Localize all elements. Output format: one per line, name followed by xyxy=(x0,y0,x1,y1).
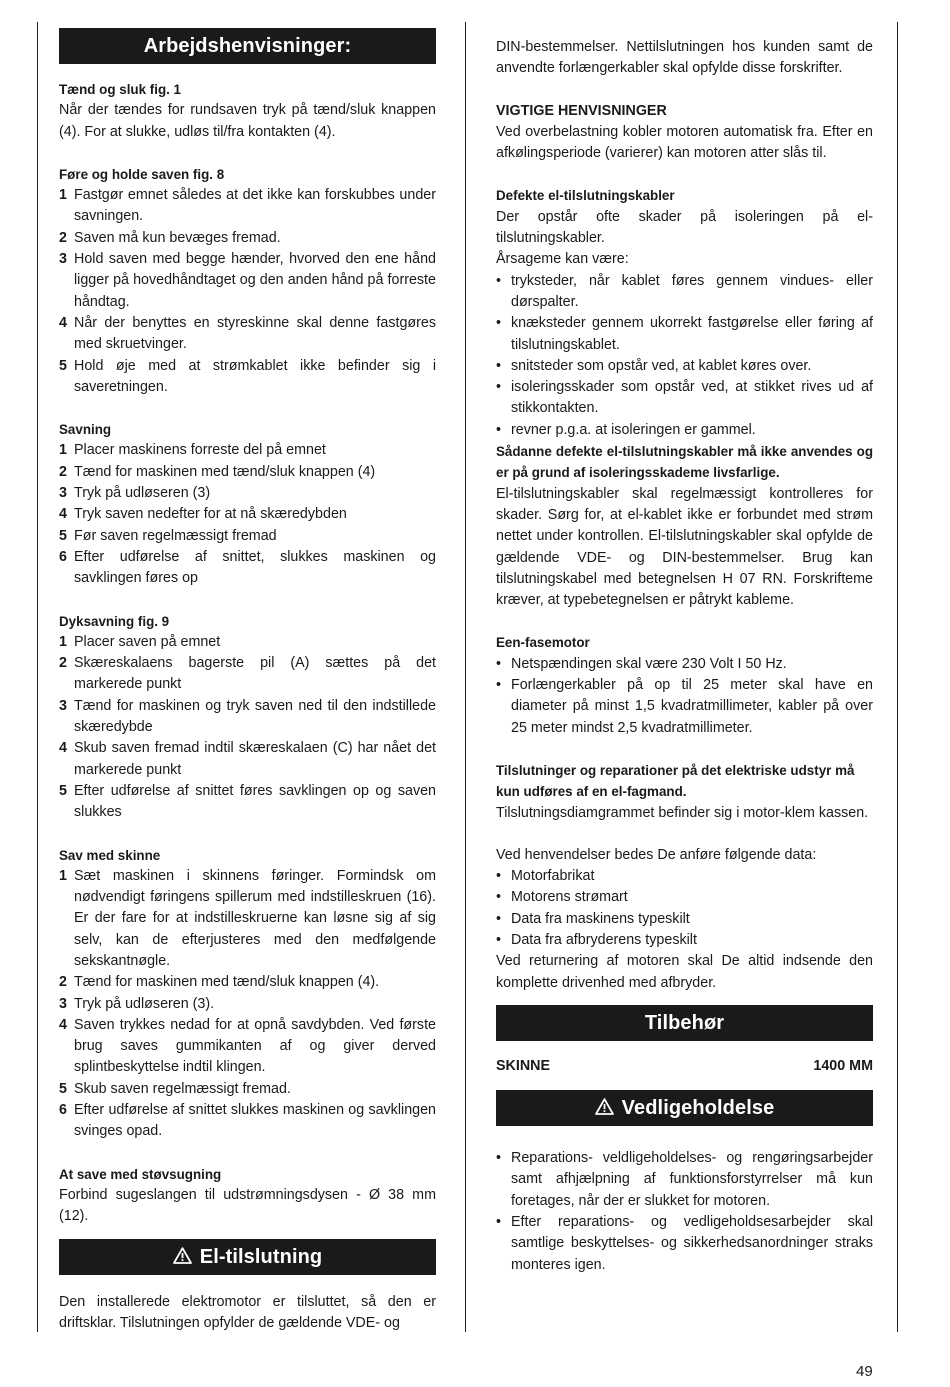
list-item: 4 Saven trykkes nedad for at opnå savdybden. Ved første brug saves gummikanten af og giver derved splintbeskyttelse indtil klingen. xyxy=(59,1016,436,1076)
list-item: • tryksteder, når kablet føres gennem vindues- eller dørspalter. xyxy=(496,272,873,310)
banner-title: Arbejdshenvisninger: xyxy=(143,35,352,57)
section-title-vigtige: VIGTIGE HENVISNINGER xyxy=(496,102,667,119)
list-item: 2 Skæreskalaens bagerste pil (A) sættes på det markerede punkt xyxy=(59,655,436,693)
section-text-arsag: Årsageme kan være: xyxy=(496,251,629,268)
list-item: • Reparations- veldligeholdelses- og rengøringsarbejder samt afhjælpning af funktionsforstyrrelser må kun foretages, når der er slukket for motoren. xyxy=(496,1150,873,1209)
accessory-value: 1400 MM xyxy=(813,1057,873,1074)
list-item: 1 Fastgør emnet således at det ikke kan forskubbes under savningen. xyxy=(59,187,436,225)
list-arsag xyxy=(496,271,873,441)
list-skinne xyxy=(59,866,436,1143)
section-title-fore: Føre og holde saven fig. 8 xyxy=(59,166,225,182)
section-title-savning: Savning xyxy=(59,422,112,438)
list-item: • knæksteder gennem ukorrekt fastgørelse eller føring af tilslutningskablet. xyxy=(496,315,873,353)
section-text-vigtige: Ved overbelastning kobler motoren automatisk fra. Efter en afkølingsperiode (varierer) kan motoren atter slås til. xyxy=(496,123,873,162)
section-text-eltilslutning: El-tilslutningskabler skal regelmæssigt kontrolleres for skader. Sørg for, at el-kablet ikke er forbundet med strøm nettet under kontrollen. El-tilslutningskabler skal opfylde de gældende VDE- og DIN-bestemmelser. Brug kan tilslutningskabel med betegnelsen H 07 RN. Forskrifteme kræver, at typebetegnelsen er påtrykt kableme. xyxy=(496,485,873,609)
page-number: 49 xyxy=(856,1363,873,1380)
list-item: 2 Saven må kun bevæges fremad. xyxy=(59,229,281,246)
list-item: • Netspændingen skal være 230 Volt I 50 Hz. xyxy=(496,655,787,672)
section-title-een-fasemotor: Een-fasemotor xyxy=(496,635,590,651)
warning-triangle-icon xyxy=(595,1091,614,1127)
list-item: • Forlængerkabler på op til 25 meter skal have en diameter på minst 1,5 kvadratmillimeter, kabler på over 25 meter mindst 2,5 kvadratmillimeter. xyxy=(496,677,873,736)
banner-title: Vedligeholdelse xyxy=(621,1097,775,1120)
list-dyksavning xyxy=(59,632,436,824)
list-item: 6 Efter udførelse af snittet slukkes maskinen og savklingen svinges opad. xyxy=(59,1102,436,1140)
section-title-dyksavning: Dyksavning fig. 9 xyxy=(59,613,170,629)
section-title-skinne: Sav med skinne xyxy=(59,847,161,863)
list-item: 4 Skub saven fremad indtil skæreskalaen (C) har nået det markerede punkt xyxy=(59,740,436,778)
list-item: • Motorens strømart xyxy=(496,889,628,906)
list-item: 4 Tryk saven nedefter for at nå skæredybden xyxy=(59,506,347,523)
section-title-taend: Tænd og sluk fig. 1 xyxy=(59,82,182,97)
list-fore xyxy=(59,185,436,398)
section-text-stovsugning: Forbind sugeslangen til udstrømningsdysen - Ø 38 mm (12). xyxy=(59,1186,436,1225)
list-een-fasemotor xyxy=(496,654,873,739)
list-henvendelser xyxy=(496,866,873,951)
banner-tilbehor xyxy=(496,1005,873,1041)
list-item: • Motorfabrikat xyxy=(496,868,595,885)
list-item: 5 Skub saven regelmæssigt fremad. xyxy=(59,1080,291,1097)
list-item: • Data fra maskinens typeskilt xyxy=(496,910,690,927)
list-item: 2 Tænd for maskinen med tænd/sluk knappen (4) xyxy=(59,463,376,480)
list-item: 5 Efter udførelse af snittet føres savklingen op og saven slukkes xyxy=(59,782,436,821)
section-text-diagram: Tilslutningsdiamgrammet befinder sig i motor-klem kassen. xyxy=(496,804,869,821)
section-text-taend: Når der tændes for rundsaven tryk på tænd/sluk knappen (4). For at slukke, udløs til/fra kontakten (4). xyxy=(59,102,436,140)
list-item: 6 Efter udførelse af snittet, slukkes maskinen og savklingen føres op xyxy=(59,548,436,587)
right-margin-rule xyxy=(897,22,898,1332)
warning-text-sadanne: Sådanne defekte el-tilslutningskabler må ikke anvendes og er på grund af isoleringsskademe livsfarlige. xyxy=(496,444,873,481)
list-vedligeholdelse xyxy=(496,1148,873,1276)
list-item: 5 Hold øje med at strømkablet ikke befinder sig i saveretningen. xyxy=(59,357,436,395)
section-title-stovsugning: At save med støvsugning xyxy=(59,1166,222,1182)
banner-title: El-tilslutning xyxy=(199,1245,323,1268)
warning-triangle-icon xyxy=(173,1240,192,1276)
list-item: 2 Tænd for maskinen med tænd/sluk knappen (4). xyxy=(59,974,380,991)
continued-text: DIN-bestemmelser. Nettilslutningen hos kunden samt de anvendte forlængerkabler skal opfylde disse forskrifter. xyxy=(496,39,873,77)
list-item: • Data fra afbryderens typeskilt xyxy=(496,931,697,948)
left-margin-rule xyxy=(37,22,38,1332)
list-item: • snitsteder som opstår ved, at kablet køres over. xyxy=(496,357,812,374)
list-item: 4 Når der benyttes en styreskinne skal denne fastgøres med skruetvinger. xyxy=(59,314,436,353)
banner-vedligeholdelse xyxy=(496,1090,873,1126)
section-title-defekte: Defekte el-tilslutningskabler xyxy=(496,188,675,204)
accessory-label: SKINNE xyxy=(496,1057,551,1074)
right-column xyxy=(496,37,873,1276)
banner-el-tilslutning xyxy=(59,1239,436,1275)
accessory-row xyxy=(496,1056,873,1077)
section-text-henvendelser: Ved henvendelser bedes De anføre følgende data: xyxy=(496,846,817,863)
section-text-returnering: Ved returnering af motoren skal De altid indsende den komplette drivenhed med afbryder. xyxy=(496,953,873,991)
section-text-defekte: Der opstår ofte skader på isoleringen på el-tilslutningskabler. xyxy=(496,208,873,247)
list-item: 3 Tryk på udløseren (3) xyxy=(59,485,211,502)
list-item: 1 Placer maskinens forreste del på emnet xyxy=(59,442,326,459)
list-item: 3 Tryk på udløseren (3). xyxy=(59,995,215,1012)
list-item: 5 Før saven regelmæssigt fremad xyxy=(59,527,277,544)
banner-title: Tilbehør xyxy=(644,1011,725,1034)
center-column-rule xyxy=(465,22,466,1332)
list-item: 1 Sæt maskinen i skinnens føringer. Formindsk om nødvendigt føringens spillerum med indstilleskruen (16). Er der fare for at indstilleskruerne kan løsne sig af sig selv, kan de efterjusteres med den medfølgende sekskantnøgle. xyxy=(59,867,436,969)
left-column xyxy=(59,28,436,1334)
list-item: • Efter reparations- og vedligeholdsesarbejder skal samtlige beskyttelses- og sikkerhedsanordninger straks monteres igen. xyxy=(496,1214,873,1273)
section-text-el: Den installerede elektromotor er tilsluttet, så den er driftsklar. Tilslutningen opfylder de gældende VDE- og xyxy=(59,1293,436,1331)
list-savning xyxy=(59,440,436,589)
list-item: 3 Hold saven med begge hænder, hvorved den ene hånd ligger på hovedhåndtaget og den anden hånd på forreste håndtag. xyxy=(59,251,436,310)
warning-text-tilslutninger: Tilslutninger og reparationer på det elektriske udstyr må kun udføres af en el-fagmand. xyxy=(496,762,855,800)
banner-arbejdshenvisninger xyxy=(59,28,436,64)
list-item: 3 Tænd for maskinen og tryk saven ned til den indstillede skæredybde xyxy=(59,697,436,736)
list-item: 1 Placer saven på emnet xyxy=(59,633,221,650)
list-item: • revner p.g.a. at isoleringen er gammel. xyxy=(496,421,756,438)
list-item: • isoleringsskader som opstår ved, at stikket rives ud af stikkontakten. xyxy=(496,379,873,417)
